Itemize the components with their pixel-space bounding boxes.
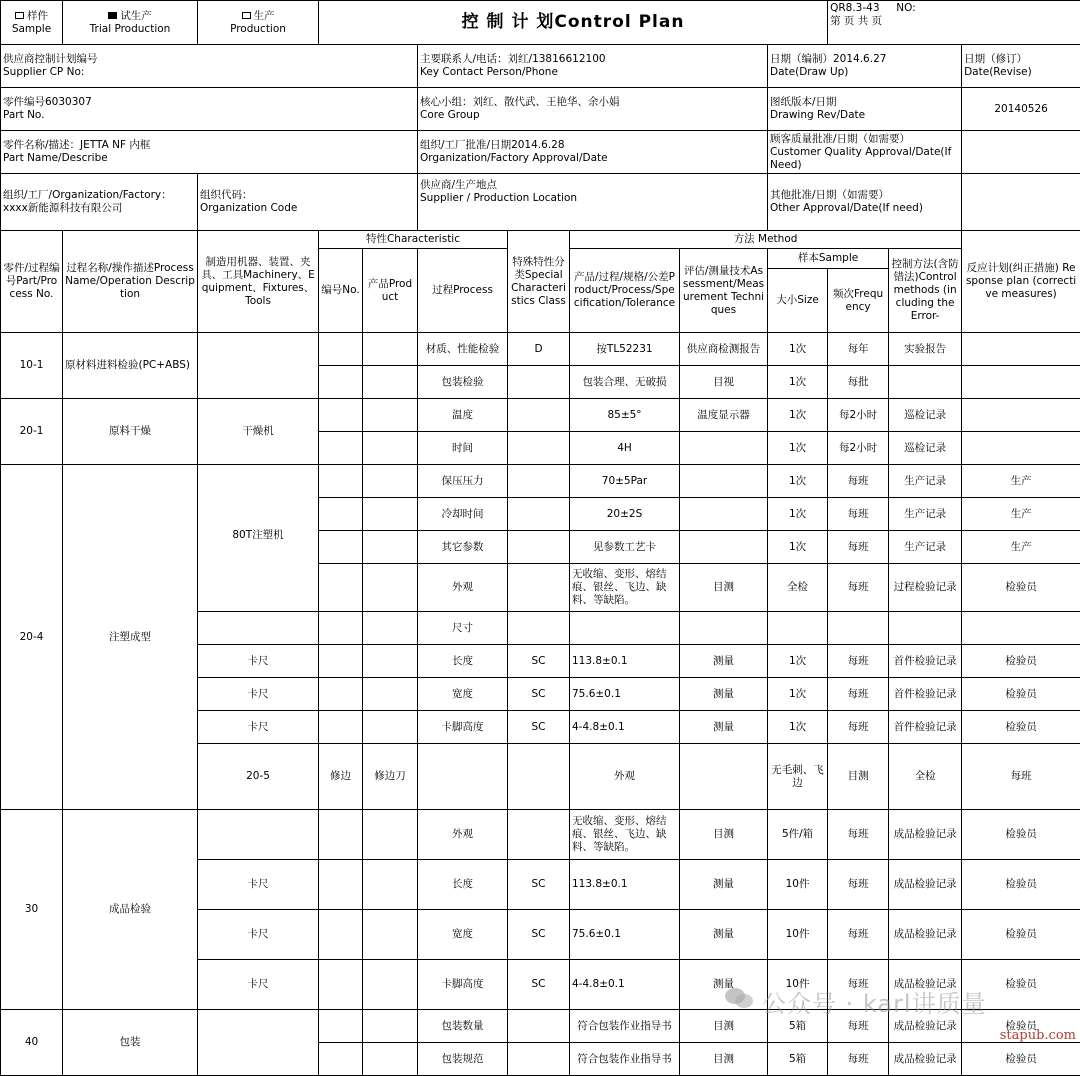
production-checkbox[interactable] — [242, 12, 251, 19]
table-row: 包装检验 包装合理、无破损 目视 1次 每批 — [1, 366, 1080, 399]
process-no: 30 — [1, 810, 63, 1010]
machinery-cell: 干燥机 — [198, 399, 319, 465]
process-name: 包装 — [63, 1010, 198, 1076]
org-factory-cell: 组织/工厂/Organization/Factory： xxxx新能源科技有限公司 — [1, 174, 198, 231]
process-name: 原材料进料检验(PC+ABS) — [63, 333, 198, 399]
machinery-cell: 卡尺 — [198, 711, 319, 744]
drawing-rev-cell: 图纸版本/日期 Drawing Rev/Date — [768, 88, 962, 131]
process-name: 成品检验 — [63, 810, 198, 1010]
col-process-name: 过程名称/操作描述Process Name/Operation Description — [63, 231, 198, 333]
page-title: 控 制 计 划Control Plan — [319, 1, 828, 45]
supplier-cp-cell: 供应商控制计划编号 Supplier CP No: — [1, 45, 418, 88]
machinery-cell: 修边刀 — [363, 744, 418, 810]
col-char-product: 产品Product — [363, 249, 418, 333]
customer-approval-value — [962, 131, 1080, 174]
process-no: 10-1 — [1, 333, 63, 399]
process-name: 修边 — [319, 744, 363, 810]
table-row: 尺寸 — [1, 612, 1080, 645]
col-special-class: 特殊特性分类Special Characteristics Class — [508, 231, 570, 333]
col-char-process: 过程Process — [418, 249, 508, 333]
col-char-no: 编号No. — [319, 249, 363, 333]
org-approval-cell: 组织/工厂批准/日期2014.6.28 Organization/Factory Approval/Date — [418, 131, 768, 174]
table-row: 卡尺 宽度 SC 75.6±0.1 测量 1次 每班 首件检验记录 检验员 — [1, 678, 1080, 711]
col-spec: 产品/过程/规格/公差Product/Process/Specification/Tolerance — [570, 249, 680, 333]
other-approval-cell: 其他批准/日期（如需要） Other Approval/Date(If need) — [768, 174, 962, 231]
machinery-cell: 卡尺 — [198, 910, 319, 960]
machinery-cell: 卡尺 — [198, 960, 319, 1010]
core-group-cell: 核心小组：刘红、散代武、王艳华、余小娟 Core Group — [418, 88, 768, 131]
part-no-cell: 零件编号6030307 Part No. — [1, 88, 418, 131]
machinery-cell: 卡尺 — [198, 678, 319, 711]
col-control-method: 控制方法(含防错法)Control methods (including the Error- — [889, 249, 962, 333]
process-no: 40 — [1, 1010, 63, 1076]
table-row: 卡尺 宽度 SC 75.6±0.1 测量 10件 每班 成品检验记录 检验员 — [1, 910, 1080, 960]
machinery-cell: 80T注塑机 — [198, 465, 319, 612]
table-row: 10-1 原材料进料检验(PC+ABS) 材质、性能检验 D 按TL52231 供应商检测报告 1次 每年 实验报告 — [1, 333, 1080, 366]
date-revise-cell: 日期（修订） Date(Revise) — [962, 45, 1080, 88]
process-name: 原料干燥 — [63, 399, 198, 465]
table-row: 40 包装 包装数量 符合包装作业指导书 目测 5箱 每班 成品检验记录 检验员 — [1, 1010, 1080, 1043]
table-row: 冷却时间 20±2S 1次 每班 生产记录 生产 — [1, 498, 1080, 531]
supplier-location-cell: 供应商/生产地点 Supplier / Production Location — [418, 174, 768, 231]
col-sample-frequency: 频次Frequency — [828, 269, 889, 333]
doc-number-cell: QR8.3-43 NO: 第 页 共 页 — [828, 1, 1080, 45]
col-reaction-plan: 反应计划(纠正措施) Response plan (corrective measures) — [962, 231, 1080, 333]
process-name: 注塑成型 — [63, 465, 198, 810]
site-watermark: stapub.com — [1000, 1028, 1076, 1043]
sample-checkbox[interactable] — [15, 12, 24, 19]
contact-cell: 主要联系人/电话：刘红/13816612100 Key Contact Person/Phone — [418, 45, 768, 88]
machinery-cell: 卡尺 — [198, 860, 319, 910]
table-row: 卡尺 长度 SC 113.8±0.1 测量 10件 每班 成品检验记录 检验员 — [1, 860, 1080, 910]
org-code-cell: 组织代码： Organization Code — [198, 174, 418, 231]
table-row: 30 成品检验 外观 无收缩、变形、熔结痕、银丝、飞边、缺料、等缺陷。 目测 5件/箱 每班 成品检验记录 检验员 — [1, 810, 1080, 860]
table-row: 包装规范 符合包装作业指导书 目测 5箱 每班 成品检验记录 检验员 — [1, 1043, 1080, 1076]
table-row: 时间 4H 1次 每2小时 巡检记录 — [1, 432, 1080, 465]
trial-production-checkbox-cell[interactable]: 试生产 Trial Production — [63, 1, 198, 45]
table-row: 20-5 修边 修边刀 外观 无毛刺、飞边 目测 全检 每班 — [1, 744, 1080, 810]
col-machinery: 制造用机器、装置、夹具、工具Machinery、Equipment、Fixtures、Tools — [198, 231, 319, 333]
machinery-cell — [198, 810, 319, 860]
production-checkbox-cell[interactable]: 生产 Production — [198, 1, 319, 45]
col-assessment: 评估/测量技术Assessment/Measurement Techniques — [680, 249, 768, 333]
watermark: 公众号 · karl讲质量 — [728, 984, 987, 1019]
table-row: 外观 无收缩、变形、熔结痕、银丝、飞边、缺料、等缺陷。 目测 全检 每班 过程检验记录 检验员 — [1, 564, 1080, 612]
col-part-process-no: 零件/过程编号Part/Process No. — [1, 231, 63, 333]
process-no: 20-1 — [1, 399, 63, 465]
other-approval-value — [962, 174, 1080, 231]
col-sample-size: 大小Size — [768, 269, 828, 333]
part-name-cell: 零件名称/描述：JETTA NF 内框 Part Name/Describe — [1, 131, 418, 174]
sample-checkbox-cell[interactable]: 样件 Sample — [1, 1, 63, 45]
col-sample: 样本Sample — [768, 249, 889, 269]
process-no: 20-5 — [198, 744, 319, 810]
table-row: 20-1 原料干燥 干燥机 温度 85±5° 温度显示器 1次 每2小时 巡检记录 — [1, 399, 1080, 432]
date-drawup-cell: 日期（编制）2014.6.27 Date(Draw Up) — [768, 45, 962, 88]
table-row: 20-4 注塑成型 80T注塑机 保压压力 70±5Par 1次 每班 生产记录 生产 — [1, 465, 1080, 498]
process-no: 20-4 — [1, 465, 63, 810]
customer-approval-cell: 顾客质量批准/日期（如需要） Customer Quality Approval/Date(If Need) — [768, 131, 962, 174]
table-row: 其它参数 见参数工艺卡 1次 每班 生产记录 生产 — [1, 531, 1080, 564]
table-row: 卡尺 卡脚高度 SC 4-4.8±0.1 测量 10件 每班 成品检验记录 检验员 — [1, 960, 1080, 1010]
table-row: 卡尺 卡脚高度 SC 4-4.8±0.1 测量 1次 每班 首件检验记录 检验员 — [1, 711, 1080, 744]
col-method: 方法 Method — [570, 231, 962, 249]
table-row: 卡尺 长度 SC 113.8±0.1 测量 1次 每班 首件检验记录 检验员 — [1, 645, 1080, 678]
machinery-cell — [198, 1010, 319, 1076]
machinery-cell: 卡尺 — [198, 645, 319, 678]
drawing-rev-value: 20140526 — [962, 88, 1080, 131]
trial-production-checkbox[interactable] — [108, 12, 117, 19]
machinery-cell — [198, 333, 319, 399]
col-characteristic: 特性Characteristic — [319, 231, 508, 249]
